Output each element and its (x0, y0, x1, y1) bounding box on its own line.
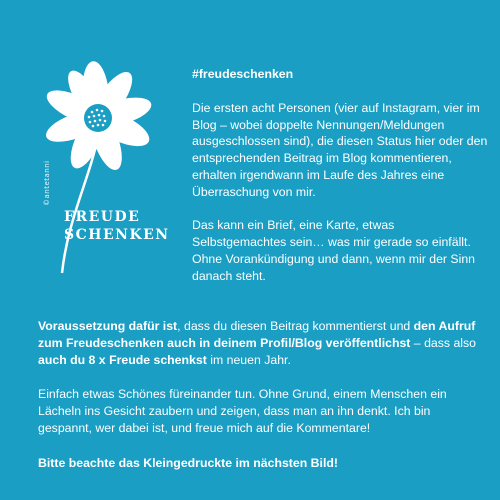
kindness-text: Einfach etwas Schönes füreinander tun. Ohne Grund, einem Menschen ein Lächeln ins Gesicht zaubern und zeigen, dass man an ihn denkt. Ich bin gespannt, wer dabei ist, und freue mich auf die Kommentare! (38, 387, 447, 435)
requirement-text-1: , dass du diesen Beitrag kommentierst und (177, 319, 414, 333)
hashtag-heading: #freudeschenken (192, 67, 294, 81)
logo-line-2: SCHENKEN (64, 227, 170, 243)
paragraph-fine-print (38, 455, 482, 472)
paragraph-surprise: Das kann ein Brief, eine Karte, etwas Selbstgemachtes sein… was mir gerade so einfällt. Ohne Vorankündigung und dann, wenn mir der Sinn danach steht. (192, 218, 476, 283)
requirement-text-3: im neuen Jahr. (206, 353, 291, 367)
requirement-bold-1: Voraussetzung dafür ist (38, 319, 178, 333)
requirement-text-2: – dass also (410, 336, 477, 350)
fine-print-note: Bitte beachte das Kleingedruckte im nächsten Bild! (38, 456, 338, 470)
paragraph-participants: Die ersten acht Personen (vier auf Instagram, vier im Blog – wobei doppelte Nennungen/Meldungen ausgeschlossen sind), die diesen Status hier oder den entsprechenden Beitrag im Blog kommentieren, erhalten irgendwann im Laufe des Jahres eine Überraschung von mir. (192, 100, 488, 199)
freude-schenken-logo (64, 208, 170, 244)
paragraph-kindness (38, 386, 482, 437)
artist-signature: ©antetanni (43, 160, 51, 206)
requirement-bold-3: auch du 8 x Freude schenkst (38, 353, 207, 367)
paragraph-requirement (38, 318, 482, 369)
logo-line-1: FREUDE (64, 209, 141, 225)
requirement-bold-2: den Aufruf zum Freudeschenken auch in deinem Profil/Blog veröffentlichst (38, 319, 476, 350)
intro-column (192, 66, 492, 301)
